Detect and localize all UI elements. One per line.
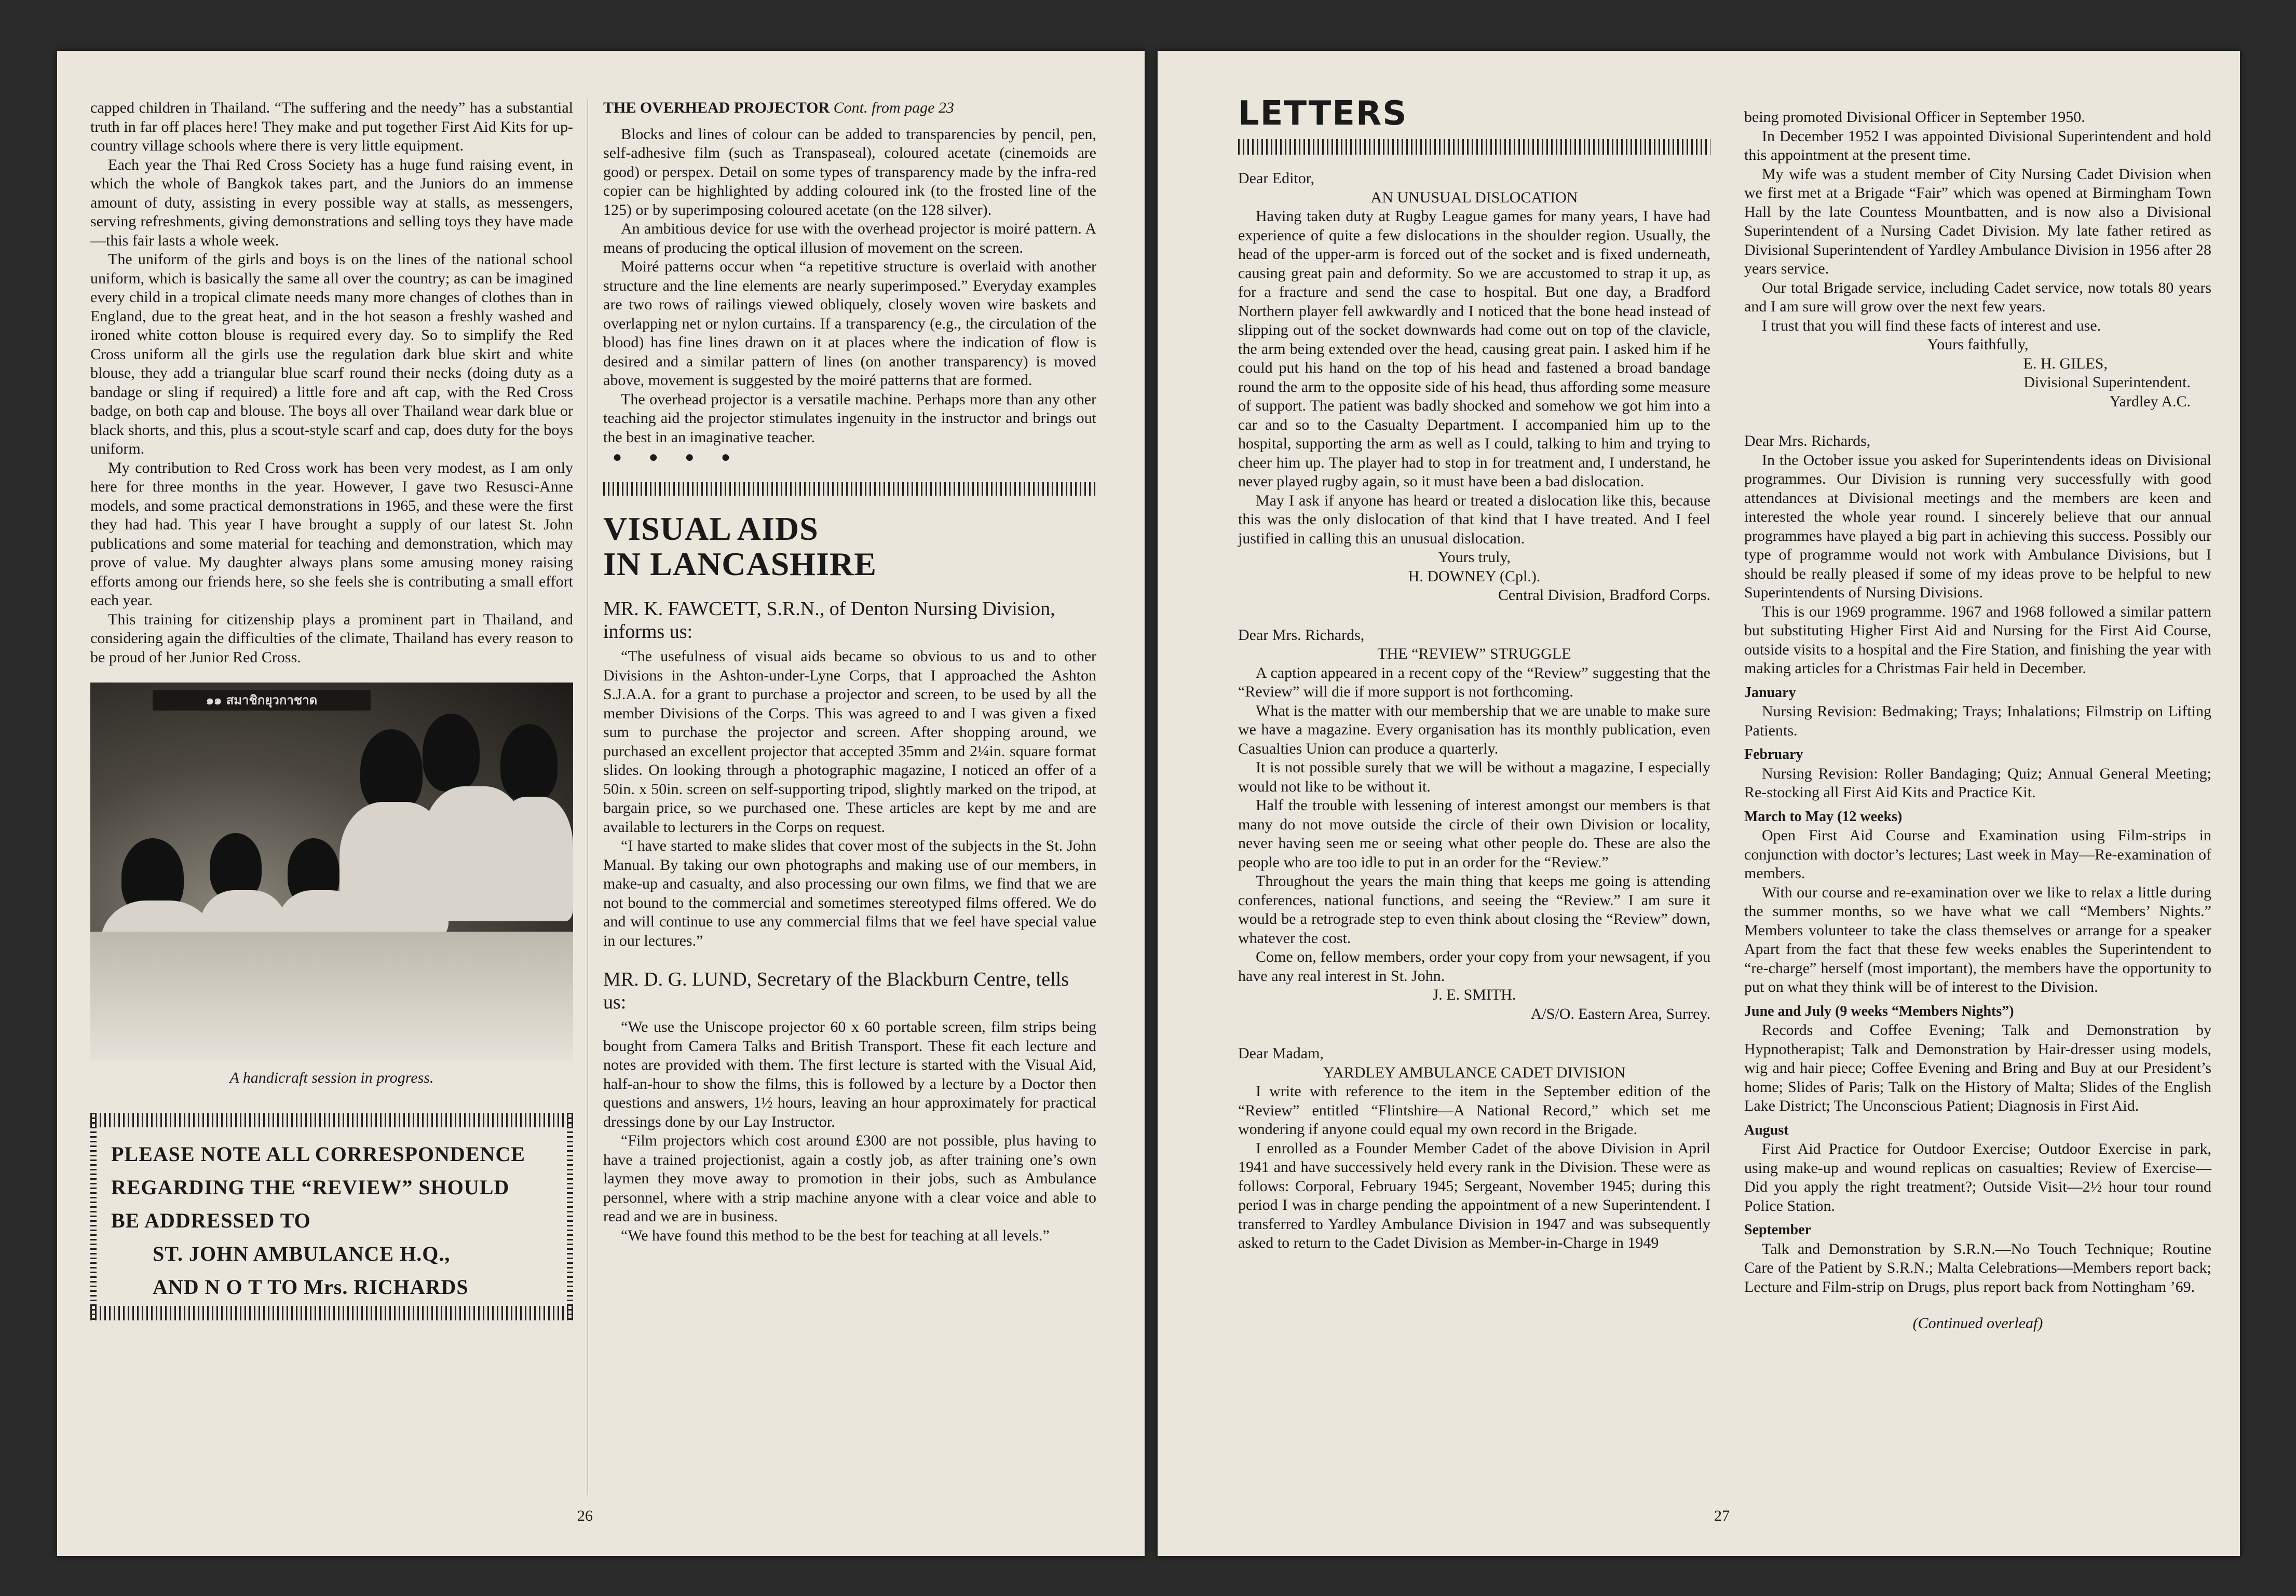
- notice-line: ST. JOHN AMBULANCE H.Q.,: [153, 1242, 451, 1265]
- photo-sign: ๑๑ สมาชิกยุวกาชาด: [153, 690, 371, 711]
- programme-month: January: [1744, 684, 1796, 701]
- letters-text-continued: [1744, 108, 2211, 1333]
- paragraph: My contribution to Red Cross work has been very modest, as I am only here for three months in the year. However, I gave two Resusci-Anne models, and some practical demonstrations in 1965, and these were the first they had had. This year I have brought a supply of our latest St. John publications and some material for teaching and demonstration, which may prove of value. My daughter always plans some amusing money raising efforts among our friends here, so she feels she is contributing a small effort each year.: [90, 459, 573, 609]
- letter-title: Divisional Superintendent.: [2023, 374, 2191, 391]
- programme-entry: Records and Coffee Evening; Talk and Demonstration by Hypnotherapist; Talk and Demonstration by Hair-dresser using models, wig and hair piece; Coffee Evening and Bring and Buy at our President’s home; Slides of Paris; Talk on the History of Malta; Slides of the English Lake District; The Unconscious Patient; Diagnosis in First Aid.: [1744, 1021, 2211, 1114]
- programme-month: September: [1744, 1222, 1812, 1238]
- paragraph: A caption appeared in a recent copy of the “Review” suggesting that the “Review” will die if more support is not forthcoming.: [1238, 664, 1710, 700]
- paragraph: What is the matter with our membership that we are unable to make sure we have a magazine. Every organisation has its monthly publication, even Casualties Union can produce a quarterly.: [1238, 702, 1710, 757]
- notice-line: REGARDING THE “REVIEW” SHOULD: [111, 1175, 510, 1199]
- paragraph: Our total Brigade service, including Cadet service, now totals 80 years and I am sure will grow over the next few years.: [1744, 279, 2211, 315]
- paragraph: being promoted Divisional Officer in September 1950.: [1744, 108, 2085, 126]
- programme-month: February: [1744, 746, 1803, 762]
- paragraph: In December 1952 I was appointed Divisional Superintendent and hold this appointment at the present time.: [1744, 127, 2211, 163]
- paragraph: capped children in Thailand. “The suffering and the needy” has a substantial truth in far off places here! They make and put together First Aid Kits for up-country village schools where there is very little equipment.: [90, 99, 573, 154]
- thailand-article-text: [90, 99, 573, 667]
- programme-month: August: [1744, 1122, 1789, 1138]
- paragraph: My wife was a student member of City Nursing Cadet Division when we first met at a Brigade “Fair” which was opened at Birmingham Town Hall by the late Countess Mountbatten, and is now also a Divisional Superintendent of a Nursing Cadet Division. My late father retired as Divisional Superintendent of Yardley Ambulance Division in 1956 after 28 years service.: [1744, 165, 2211, 277]
- paragraph: Each year the Thai Red Cross Society has a huge fund raising event, in which the whole of Bangkok takes part, and the Juniors do an immense amount of duty, assisting in every possible way at stalls, as messengers, serving refreshments, giving demonstrations and selling toys they have made—this fair lasts a whole week.: [90, 156, 573, 249]
- paragraph: Moiré patterns occur when “a repetitive structure is overlaid with another structure and the line elements are nearly superimposed.” Everyday examples are two rows of railings viewed obliquely, closely woven wire baskets and overlapping net or nylon curtains. If a transparency (e.g., the circulation of the blood) has fine lines drawn on it at places where the indication of flow is desired and a similar pattern of lines (on another transparency) is moved above, movement is suggested by the moiré patterns that are formed.: [603, 258, 1096, 389]
- paragraph: Half the trouble with lessening of interest amongst our members is that many do not move outside the circle of their own Division or locality, never having seen me or seeing what other people do. These are also the people who are too idle to put in an order for the “Review.”: [1238, 797, 1710, 871]
- left-page: [57, 51, 1145, 1556]
- letter-affiliation: A/S/O. Eastern Area, Surrey.: [1530, 1005, 1710, 1022]
- paragraph: I trust that you will find these facts of interest and use.: [1762, 317, 2101, 334]
- letter-salutation: Dear Editor,: [1238, 170, 1315, 187]
- letter-heading: AN UNUSUAL DISLOCATION: [1370, 188, 1578, 206]
- correspondence-notice: [90, 1113, 573, 1320]
- section-divider: [603, 482, 1096, 496]
- lund-text: [603, 1018, 1096, 1245]
- page-number: 26: [577, 1507, 593, 1524]
- programme-entry: With our course and re-examination over we like to relax a little during the summer months, so we have what we call “Members’ Nights.” Members volunteer to take the class themselves or arrange for a speaker Apart from the fact that these few weeks enables the Superintendent to “re-charge” herself (most important), the members have the opportunity to put on what they think will be of interest to the Division.: [1744, 883, 2211, 995]
- letters-title: LETTERS: [1238, 94, 1408, 133]
- programme-month: June and July (9 weeks “Members Nights”): [1744, 1003, 2014, 1019]
- paragraph: “I have started to make slides that cover most of the subjects in the St. John Manual. By taking our own photographs and making use of our members, in make-up and casualty, and also processing our own films, we find that we are not bound to the commercial and sometimes stereotyped films offered. We do and will continue to use any commercial films that we feel have special value in our lectures.”: [603, 837, 1096, 949]
- letter-salutation: Dear Mrs. Richards,: [1238, 626, 1365, 644]
- overhead-projector-text: [603, 125, 1096, 467]
- visual-aids-headline: [603, 511, 1096, 582]
- overhead-projector-runner: [603, 99, 1096, 118]
- paragraph: This training for citizenship plays a prominent part in Thailand, and considering again the difficulties of the climate, Thailand has every reason to be proud of her Junior Red Cross.: [90, 610, 573, 666]
- right-page: [1158, 51, 2240, 1556]
- letter-heading: THE “REVIEW” STRUGGLE: [1377, 645, 1571, 662]
- paragraph: Come on, fellow members, order your copy from your newsagent, if you have any real interest in St. John.: [1238, 948, 1710, 985]
- left-column-2: [603, 99, 1096, 1245]
- page-number: 27: [1714, 1507, 1730, 1524]
- programme-entry: First Aid Practice for Outdoor Exercise; Outdoor Exercise in park, using make-up and wound replicas on casualties; Review of Exercise—Did you apply the right treatment?; Outside Visit—2½ hour tour round Police Station.: [1744, 1140, 2211, 1215]
- lund-intro: MR. D. G. LUND, Secretary of the Blackburn Centre, tells us:: [603, 968, 1069, 1014]
- paragraph: “Film projectors which cost around £300 are not possible, plus having to have a trained projectionist, again a costly job, as after training one’s own laymen they move away to promotion in their jobs, such as Ambulance personnel, where with a strip machine anyone with a clear voice and able to read and we are in business.: [603, 1132, 1096, 1225]
- paragraph: I enrolled as a Founder Member Cadet of the above Division in April 1941 and have successively held every rank in the Division. These were as follows: Corporal, February 1945; Sergeant, November 1945; during this period I was in charge pending the appointment of a new Superintendent. I transferred to Yardley Ambulance Division in 1947 and was subsequently asked to return to the Cadet Division as Member-in-Charge in 1949: [1238, 1139, 1710, 1251]
- paragraph: Having taken duty at Rugby League games for many years, I have had experience of quite a few dislocations in the shoulder region. Usually, the head of the upper-arm is forced out of the socket and is fixed underneath, causing great pain and deformity. So we are accustomed to strap it up, as for a fracture and send the case to hospital. But one day, a Bradford Northern player fell awkwardly and I noticed that the bone head instead of slipping out of the socket downwards had come out on top of the clavicle, the arm being extended over the head, causing great pain. I asked him if he could put his hand on the top of his head and fastened a broad bandage round the arm to the opposite side of his head, thus affording some measure of support. The patient was badly shocked and somehow we got him into a car and so to the Casualty Department. I accompanied him up to the hospital, supporting the arm as well as I could, talking to him and trying to cheer him up. The player had to stop in for treatment and, I understand, he never played rugby again, so it must have been a bad dislocation.: [1238, 208, 1710, 490]
- fawcett-text: [603, 647, 1096, 950]
- paragraph: Throughout the years the main thing that keeps me going is attending conferences, national functions, and seeing the “Review.” I am sure it would be a retrograde step to even think about closing the “Review” down, whatever the cost.: [1238, 872, 1710, 947]
- letter-signoff: Yours truly,: [1437, 549, 1511, 566]
- continued-note: (Continued overleaf): [1912, 1315, 2043, 1332]
- letter-signoff: Yours faithfully,: [1927, 336, 2029, 353]
- programme-entry: Open First Aid Course and Examination using Film-strips in conjunction with doctor’s lectures; Last week in May—Re-examination of members.: [1744, 827, 2211, 882]
- paragraph: In the October issue you asked for Superintendents ideas on Divisional programmes. Our Division is running very successfully with good attendances at Divisional meetings and the members are keen and interested the whole year round. I sincerely believe that our annual programmes have played a big part in achieving this success. Possibly our type of programme would not work with Ambulance Divisions, but I should be really pleased if some of my ideas prove to be helpful to new Superintendents of Nursing Divisions.: [1744, 451, 2211, 601]
- letter-signature: H. DOWNEY (Cpl.).: [1408, 567, 1541, 585]
- headline-line: VISUAL AIDS: [603, 510, 819, 548]
- programme-entry: Nursing Revision: Bedmaking; Trays; Inhalations; Filmstrip on Lifting Patients.: [1744, 703, 2211, 739]
- right-column-1: [1238, 96, 1710, 1253]
- title-rule: [1238, 139, 1710, 155]
- programme-month: March to May (12 weeks): [1744, 808, 1903, 825]
- letters-text: [1238, 169, 1710, 1253]
- end-dots: ● ● ● ●: [613, 448, 742, 466]
- letter-signature: J. E. SMITH.: [1432, 986, 1516, 1003]
- right-column-2: [1744, 108, 2211, 1333]
- letter-place: Yardley A.C.: [2109, 392, 2191, 410]
- paragraph: May I ask if anyone has heard or treated a dislocation like this, because this was the only dislocation of that kind that I have treated. And I feel justified in calling this an unusual dislocation.: [1238, 492, 1710, 547]
- paragraph: This is our 1969 programme. 1967 and 1968 followed a similar pattern but substituting Higher First Aid and Nursing for the First Aid Course, outside visits to a hospital and the Fire Station, and finishing the year with making articles for a Christmas Fair held in December.: [1744, 603, 2211, 677]
- programme-entry: Talk and Demonstration by S.R.N.—No Touch Technique; Routine Care of the Patient by S.R.N.; Malta Celebrations—Members report back; Lecture and Film-strip on Drugs, plus report back from Nottingham ’69.: [1744, 1240, 2211, 1295]
- photo-caption: A handicraft session in progress.: [229, 1069, 434, 1086]
- fawcett-intro: MR. K. FAWCETT, S.R.N., of Denton Nursing Division, informs us:: [603, 598, 1055, 643]
- letter-affiliation: Central Division, Bradford Corps.: [1498, 586, 1710, 604]
- paragraph: “The usefulness of visual aids became so obvious to us and to other Divisions in the Ashton-under-Lyne Corps, that I approached the Ashton S.J.A.A. for a grant to purchase a projector and screen, to be used by all the member Divisions of the Corps. This was agreed to and I was given a fixed sum to purchase the projector and screen. After shopping around, we purchased an excellent projector that accepted 35mm and 2¼in. square format slides. On looking through a photographic magazine, I noticed an offer of a 50in. x 50in. screen on self-supporting tripod, slightly marked on the tripod, at bargain price, so we purchased one. These articles are kept by me and are available to lecturers in the Corps on request.: [603, 648, 1096, 836]
- handicraft-photo: [90, 683, 573, 1061]
- paragraph: An ambitious device for use with the overhead projector is moiré pattern. A means of producing the optical illusion of movement on the screen.: [603, 220, 1096, 256]
- left-column-1: [90, 99, 573, 1320]
- paragraph: “We use the Uniscope projector 60 x 60 portable screen, film strips being bought from Camera Talks and British Transport. These fit each lecture and notes are provided with them. The first lecture is started with the Visual Aid, half-an-hour to show the films, this is followed by a lecture by a Doctor then questions and answers, 1½ hours, leaving an hour approximately for practical dressings done by our Lay Instructor.: [603, 1018, 1096, 1130]
- letter-salutation: Dear Madam,: [1238, 1045, 1324, 1062]
- paragraph: Blocks and lines of colour can be added to transparencies by pencil, pen, self-adhesive film (such as Transpaseal), coloured acetate (cinemoids are good) or perspex. Detail on some types of transparency made by the infra-red copier can be highlighted by adding coloured ink (to the frosted line of the 125) or by superimposing coloured acetate (on the 128 silver).: [603, 125, 1096, 219]
- notice-line: BE ADDRESSED TO: [111, 1208, 311, 1232]
- notice-line: AND N O T TO Mrs. RICHARDS: [153, 1275, 469, 1299]
- notice-line: PLEASE NOTE ALL CORRESPONDENCE: [111, 1142, 525, 1166]
- letter-signature: E. H. GILES,: [2023, 354, 2108, 372]
- programme-entry: Nursing Revision: Roller Bandaging; Quiz; Annual General Meeting; Re-stocking all First Aid Kits and Practice Kit.: [1744, 765, 2211, 801]
- runner-title: THE OVERHEAD PROJECTOR: [603, 99, 830, 116]
- paragraph: “We have found this method to be the best for teaching at all levels.”: [621, 1226, 1050, 1244]
- paragraph: I write with reference to the item in the September edition of the “Review” entitled “Flintshire—A National Record,” which set me wondering if anyone could equal my own record in the Brigade.: [1238, 1083, 1710, 1138]
- paragraph: The overhead projector is a versatile machine. Perhaps more than any other teaching aid the projector stimulates ingenuity in the instructor and brings out the best in an imaginative teacher.: [603, 390, 1096, 446]
- headline-line: IN LANCASHIRE: [603, 545, 877, 583]
- letter-salutation: Dear Mrs. Richards,: [1744, 432, 1871, 449]
- paragraph: It is not possible surely that we will be without a magazine, I especially would not like to be without it.: [1238, 759, 1710, 795]
- paragraph: The uniform of the girls and boys is on the lines of the national school uniform, which is basically the same all over the country; as can be imagined every child in a tropical climate needs many more changes of clothes than in England, due to the great heat, and in the hot season a freshly washed and ironed white cotton blouse is required every day. So to simplify the Red Cross uniform all the girls use the regulation dark blue skirt and white blouse, they add a triangular blue scarf round their necks (doing duty as a bandage or sling if required) a little fore and aft cap, with the Red Cross badge, on both cap and blouse. The boys all over Thailand wear dark blue or black shorts, and this, plus a scout-style scarf and cap, does duty for the boys uniform.: [90, 251, 573, 457]
- runner-continued: Cont. from page 23: [833, 99, 954, 116]
- letter-heading: YARDLEY AMBULANCE CADET DIVISION: [1323, 1063, 1626, 1081]
